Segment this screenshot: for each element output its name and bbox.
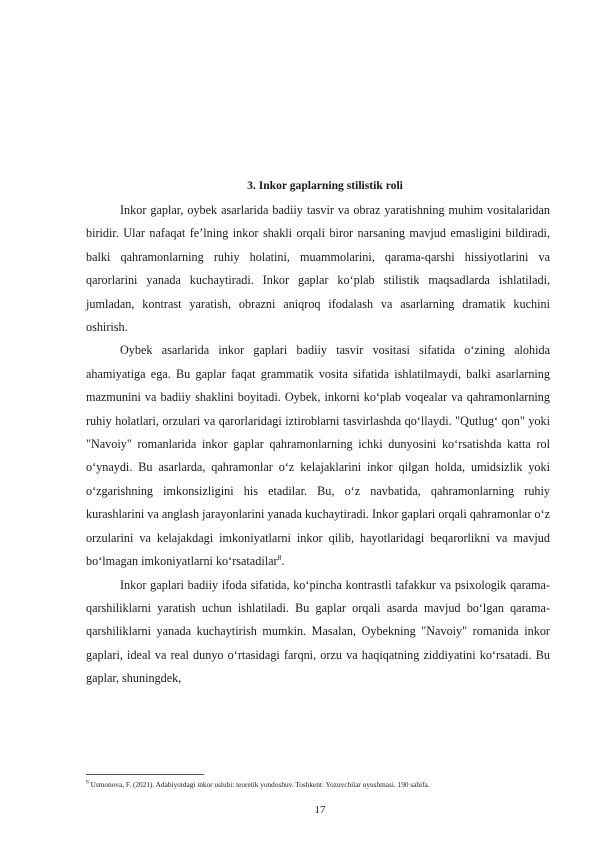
paragraph-2-end: .: [281, 554, 285, 569]
body-text: [86, 199, 550, 691]
section-heading: 3. Inkor gaplarning stilistik roli: [247, 179, 403, 192]
footnote-reference[interactable]: 8: [277, 553, 282, 563]
page-number: 17: [314, 804, 326, 816]
footnote-divider: [86, 774, 204, 775]
paragraph-3: Inkor gaplari badiiy ifoda sifatida, ko‘pincha kontrastli tafakkur va psixologik qarama-qarshiliklarni yaratish uchun ishlatiladi. Bu gaplar orqali asarda mavjud bo‘lgan qarama-qarshiliklarni yanada kuchaytirish mumkin. Masalan, Oybekning "Navoiy" romanida inkor gaplari, ideal va real dunyo o‘rtasidagi farqni, orzu va haqiqatning ziddiyatini ko‘rsatadi. Bu gaplar, shuningdek,: [86, 577, 550, 686]
paragraph-1: Inkor gaplar, oybek asarlarida badiiy tasvir va obraz yaratishning muhim vositalaridan biridir. Ular nafaqat fe’lning inkor shakli orqali biror narsaning mavjud emasligini bildiradi, balki qahramonlarning ruhiy holatini, muammolarini, qarama-qarshi hissiyotlarini va qarorlarini yanada kuchaytiradi. Inkor gaplar ko‘plab stilistik maqsadlarda ishlatiladi, jumladan, kontrast yaratish, obrazni aniqroq ifodalash va asarlarning dramatik kuchini oshirish.: [86, 203, 550, 335]
footnote: [86, 780, 550, 790]
footnote-text: Usmonova, F. (2021). Adabiyotdagi inkor uslubi: teoretik yondoshuv. Toshkent: Yozuvchilar uyushmasi. 190 sahifa.: [88, 780, 430, 789]
paragraph-2: [86, 339, 550, 573]
paragraph-2-text: Oybek asarlarida inkor gaplari badiiy tasvir vositasi sifatida o‘zining alohida ahamiyatiga ega. Bu gaplar faqat grammatik vosita sifatida ishlatilmaydi, balki asarlarning mazmunini va badiiy shaklini boyitadi. Oybek, inkorni ko‘plab voqealar va qahramonlarning ruhiy holatlari, orzulari va qarorlaridagi iztiroblarni tasvirlashda qo‘llaydi. "Qutlug‘ qon" yoki "Navoiy" romanlarida inkor gaplar qahramonlarning ichki dunyosini ko‘rsatishda katta rol o‘ynaydi. Bu asarlarda, qahramonlar o‘z kelajaklarini inkor qilgan holda, umidsizlik yoki o‘zgarishning imkonsizligini his etadilar. Bu, o‘z navbatida, qahramonlarning ruhiy kurashlarini va anglash jarayonlarini yanada kuchaytiradi. Inkor gaplari orqali qahramonlar o‘z orzularini va kelajakdagi imkoniyatlarni inkor qilib, hayotlaridagi beqarorlikni va mavjud bo‘lmagan imkoniyatlarni ko‘rsatadilar: [86, 343, 550, 569]
footnote-number: 8: [86, 779, 89, 786]
